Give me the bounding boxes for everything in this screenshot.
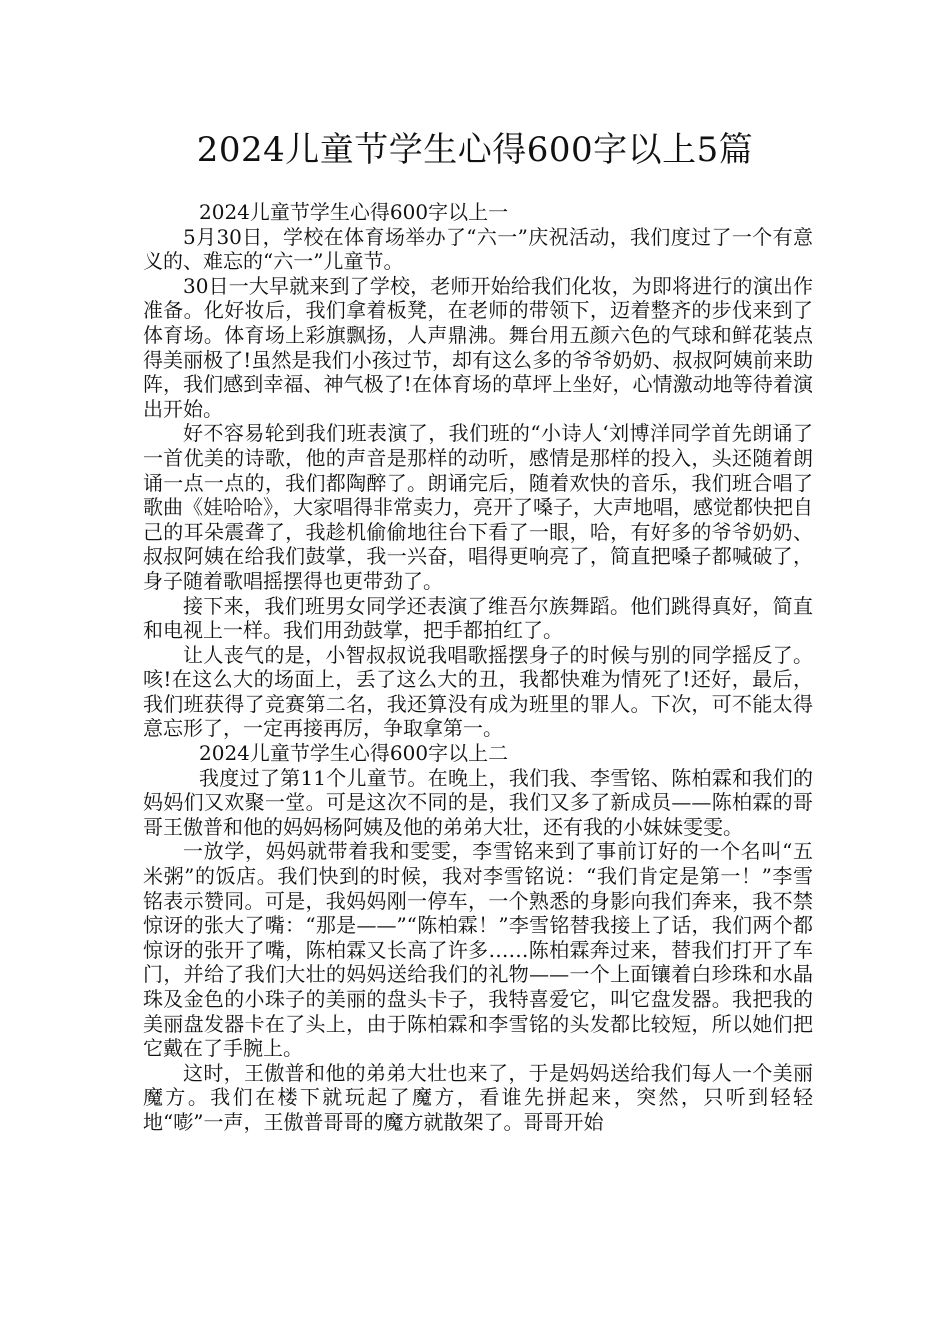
- paragraph: 我度过了第11个儿童节。在晚上，我们我、李雪铭、陈柏霖和我们的妈妈们又欢聚一堂。可是这次不同的是，我们又多了新成员——陈柏霖的哥哥王傲普和他的妈妈杨阿姨及他的弟弟大壮，还有我的小妹妹雯雯。: [143, 765, 813, 839]
- section-heading: 2024儿童节学生心得600字以上一: [199, 200, 509, 224]
- paragraph: 5月30日，学校在体育场举办了“六一”庆祝活动，我们度过了一个有意义的、难忘的“六一”儿童节。: [143, 224, 813, 274]
- document-title: 2024儿童节学生心得600字以上5篇: [196, 130, 754, 170]
- paragraph: 30日一大早就来到了学校，老师开始给我们化妆，为即将进行的演出作准备。化好妆后，我们拿着板凳，在老师的带领下，迈着整齐的步伐来到了体育场。体育场上彩旗飘扬，人声鼎沸。舞台用五颜六色的气球和鲜花装点得美丽极了!虽然是我们小孩过节，却有这么多的爷爷奶奶、叔叔阿姨前来助阵，我们感到幸福、神气极了!在体育场的草坪上坐好，心情激动地等待着演出开始。: [143, 273, 813, 421]
- document-body: [143, 200, 813, 1135]
- paragraph: 接下来，我们班男女同学还表演了维吾尔族舞蹈。他们跳得真好，简直和电视上一样。我们用劲鼓掌，把手都拍红了。: [143, 593, 813, 643]
- paragraph: 让人丧气的是，小智叔叔说我唱歌摇摆身子的时候与别的同学摇反了。咳!在这么大的场面上，丢了这么大的丑，我都快难为情死了!还好，最后，我们班获得了竞赛第二名，我还算没有成为班里的罪人。下次，可不能太得意忘形了，一定再接再厉，争取拿第一。: [143, 642, 813, 741]
- section-heading: 2024儿童节学生心得600字以上二: [199, 741, 509, 766]
- paragraph: 这时，王傲普和他的弟弟大壮也来了，于是妈妈送给我们每人一个美丽魔方。我们在楼下就玩起了魔方，看谁先拼起来，突然，只听到轻轻地“嘭”一声，王傲普哥哥的魔方就散架了。哥哥开始: [143, 1060, 813, 1134]
- paragraph: 好不容易轮到我们班表演了，我们班的“小诗人‘刘博洋同学首先朗诵了一首优美的诗歌，他的声音是那样的动听，感情是那样的投入，头还随着朗诵一点一点的，我们都陶醉了。朗诵完后，随着欢快的音乐，我们班合唱了歌曲《娃哈哈》，大家唱得非常卖力，亮开了嗓子，大声地唱，感觉都快把自己的耳朵震聋了，我趁机偷偷地往台下看了一眼，哈，有好多的爷爷奶奶、叔叔阿姨在给我们鼓掌，我一兴奋，唱得更响亮了，简直把嗓子都喊破了，身子随着歌唱摇摆得也更带劲了。: [143, 421, 813, 593]
- paragraph: 一放学，妈妈就带着我和雯雯，李雪铭来到了事前订好的一个名叫“五米粥”的饭店。我们快到的时候，我对李雪铭说：“我们肯定是第一！”李雪铭表示赞同。可是，我妈妈刚一停车，一个熟悉的身影向我们奔来，我不禁惊讶的张大了嘴：“那是——”“陈柏霖！”李雪铭替我接上了话，我们两个都惊讶的张开了嘴，陈柏霖又长高了许多……陈柏霖奔过来，替我们打开了车门，并给了我们大壮的妈妈送给我们的礼物——一个上面镶着白珍珠和水晶珠及金色的小珠子的美丽的盘头卡子，我特喜爱它，叫它盘发器。我把我的美丽盘发器卡在了头上，由于陈柏霖和李雪铭的头发都比较短，所以她们把它戴在了手腕上。: [143, 839, 813, 1061]
